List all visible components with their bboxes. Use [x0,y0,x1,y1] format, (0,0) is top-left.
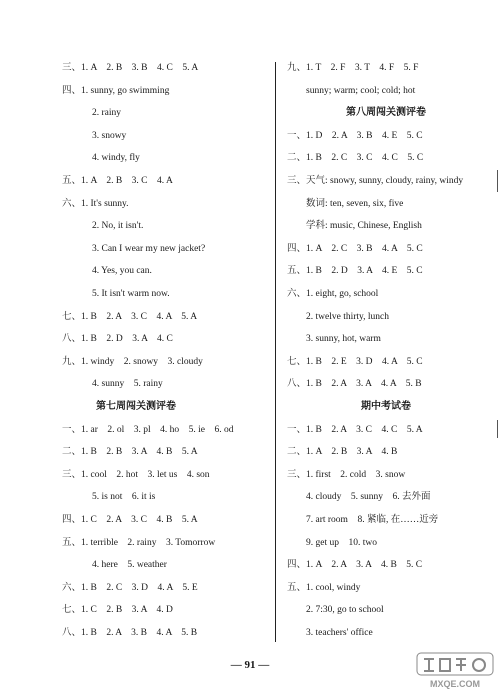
section-heading: 第七周闯关测评卷 [96,401,176,412]
answer-line: 一、1. ar 2. ol 3. pl 4. ho 5. ie 6. od [62,424,234,435]
answer-line: 四、1. sunny, go swimming [62,85,170,96]
answer-line: 四、1. A 2. C 3. B 4. A 5. C [287,243,423,254]
answer-line: 5. It isn't warm now. [92,289,170,299]
answer-line: 六、1. It's sunny. [62,198,129,209]
answer-line: 4. windy, fly [92,153,140,164]
answer-line: 3. Can I wear my new jacket? [92,243,206,254]
answer-line: sunny; warm; cool; cold; hot [306,85,416,96]
watermark-logo [416,651,494,691]
answer-line: 八、1. B 2. D 3. A 4. C [62,334,173,345]
answer-line: 四、1. A 2. A 3. A 4. B 5. C [287,560,423,571]
page-number: — 91 — [230,659,270,671]
answer-line: 4. Yes, you can. [92,266,152,277]
answer-line: 3. teachers' office [306,628,373,638]
answer-line: 4. sunny 5. rainy [92,379,163,390]
answer-line: 九、1. T 2. F 3. T 4. F 5. F [287,63,419,73]
answer-line: 二、1. B 2. C 3. C 4. C 5. C [287,153,424,164]
answer-line: 5. is not 6. it is [92,492,156,503]
answer-line: 六、1. eight, go, school [287,289,379,299]
answer-line: 七、1. B 2. A 3. C 4. A 5. A [62,311,198,322]
answer-line: 八、1. B 2. A 3. A 4. A 5. B [287,379,422,390]
answer-line: 4. here 5. weather [92,560,167,571]
column-divider [275,62,276,642]
edge-mark [497,170,498,192]
svg-text:MXQE.COM: MXQE.COM [429,679,481,689]
answer-line: 五、1. cool, windy [287,582,361,593]
answer-line: 2. No, it isn't. [92,221,144,232]
section-heading: 第八周闯关测评卷 [346,107,426,119]
answer-line: 一、1. D 2. A 3. B 4. E 5. C [287,130,423,141]
answer-line: 9. get up 10. two [306,537,377,548]
answer-line: 三、1. cool 2. hot 3. let us 4. son [62,469,210,480]
answer-line: 六、1. B 2. C 3. D 4. A 5. E [62,582,198,593]
edge-mark [497,420,498,438]
answer-line: 3. snowy [92,130,127,141]
answer-line: 数词: ten, seven, six, five [306,198,404,209]
answer-line: 7. art room 8. 紧临, 在……近旁 [306,515,439,525]
answer-line: 学科: music, Chinese, English [306,221,422,232]
answer-line: 2. rainy [92,108,122,119]
answer-line: 2. twelve thirty, lunch [306,311,390,322]
answer-line: 一、1. B 2. A 3. C 4. C 5. A [287,424,423,435]
section-heading: 期中考试卷 [361,401,411,412]
answer-line: 4. cloudy 5. sunny 6. 去外面 [306,492,431,503]
answer-line: 二、1. A 2. B 3. A 4. B [287,447,398,458]
answer-line: 2. 7:30, go to school [306,605,384,616]
answer-line: 三、天气: snowy, sunny, cloudy, rainy, windy [287,176,464,186]
answer-line: 三、1. A 2. B 3. B 4. C 5. A [62,63,199,73]
answer-line: 3. sunny, hot, warm [306,334,381,345]
answer-line: 五、1. B 2. D 3. A 4. E 5. C [287,266,423,277]
answer-line: 七、1. B 2. E 3. D 4. A 5. C [287,356,423,367]
answer-line: 八、1. B 2. A 3. B 4. A 5. B [62,628,198,638]
answer-line: 四、1. C 2. A 3. C 4. B 5. A [62,515,198,525]
answer-line: 七、1. C 2. B 3. A 4. D [62,605,173,616]
answer-line: 五、1. A 2. B 3. C 4. A [62,176,173,186]
answer-line: 三、1. first 2. cold 3. snow [287,469,406,480]
answer-line: 二、1. B 2. B 3. A 4. B 5. A [62,447,198,458]
answer-line: 九、1. windy 2. snowy 3. cloudy [62,356,203,367]
answer-line: 五、1. terrible 2. rainy 3. Tomorrow [62,537,216,548]
